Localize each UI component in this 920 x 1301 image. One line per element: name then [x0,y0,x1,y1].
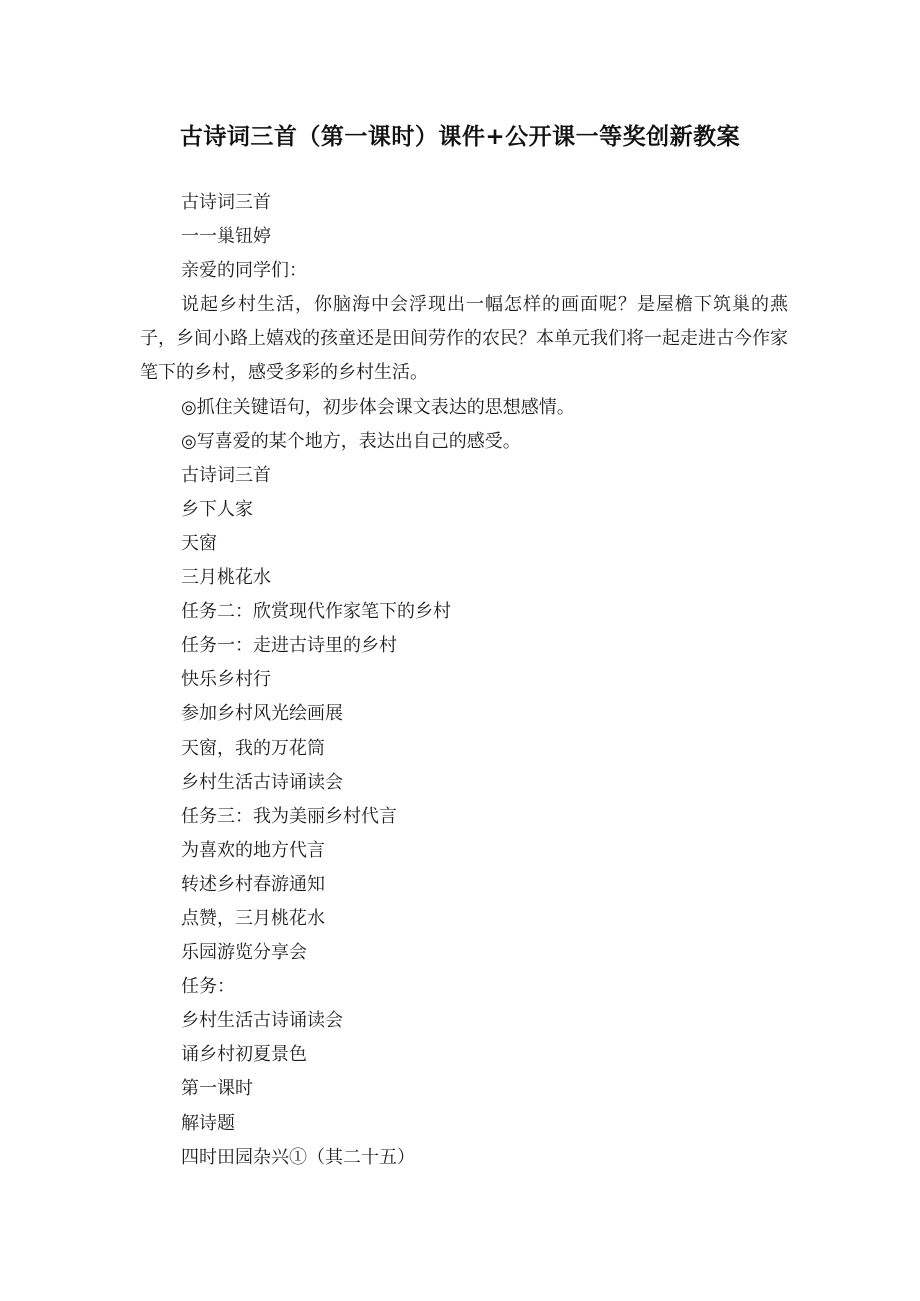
document-body [140,186,788,1175]
text-line: 快乐乡村行 [181,669,271,691]
text-line: 解诗题 [181,1112,235,1134]
text-line: 乡村生活古诗诵读会 [181,1010,343,1032]
text-line: 点赞，三月桃花水 [181,907,325,929]
author-line: 一一巢钮婷 [181,226,271,248]
greeting-line: 亲爱的同学们： [181,260,307,282]
intro-paragraph: 说起乡村生活，你脑海中会浮现出一幅怎样的画面呢？是屋檐下筑巢的燕子，乡间小路上嬉戏的孩童还是田间劳作的农民？本单元我们将一起走进古今作家笔下的乡村，感受多彩的乡村生活。 [140,294,788,384]
text-line: 任务三：我为美丽乡村代言 [181,805,397,827]
goal-line: ◎抓住关键语句，初步体会课文表达的思想感情。 [181,396,575,418]
text-line: 参加乡村风光绘画展 [181,703,343,725]
poem-title-line: 四时田园杂兴①（其二十五） [181,1146,415,1168]
text-line: 转述乡村春游通知 [181,873,325,895]
text-line: 古诗词三首 [181,192,271,213]
document-title: 古诗词三首（第一课时）课件+公开课一等奖创新教案 [179,124,741,150]
text-line: 任务二：欣赏现代作家笔下的乡村 [181,601,451,623]
text-line: 乐园游览分享会 [181,942,307,964]
text-line: 乡下人家 [181,498,253,520]
text-line: 天窗，我的万花筒 [181,737,325,759]
text-line: 天窗 [181,532,217,554]
text-line: 乡村生活古诗诵读会 [181,771,343,793]
goal-line: ◎写喜爱的某个地方，表达出自己的感受。 [181,430,521,452]
text-line: 第一课时 [181,1078,253,1100]
text-line: 任务： [181,976,235,998]
text-line: 为喜欢的地方代言 [181,839,325,861]
text-line: 三月桃花水 [181,567,271,589]
text-line: 诵乡村初夏景色 [181,1044,307,1066]
text-line: 古诗词三首 [181,464,271,486]
text-line: 任务一：走进古诗里的乡村 [181,635,397,657]
